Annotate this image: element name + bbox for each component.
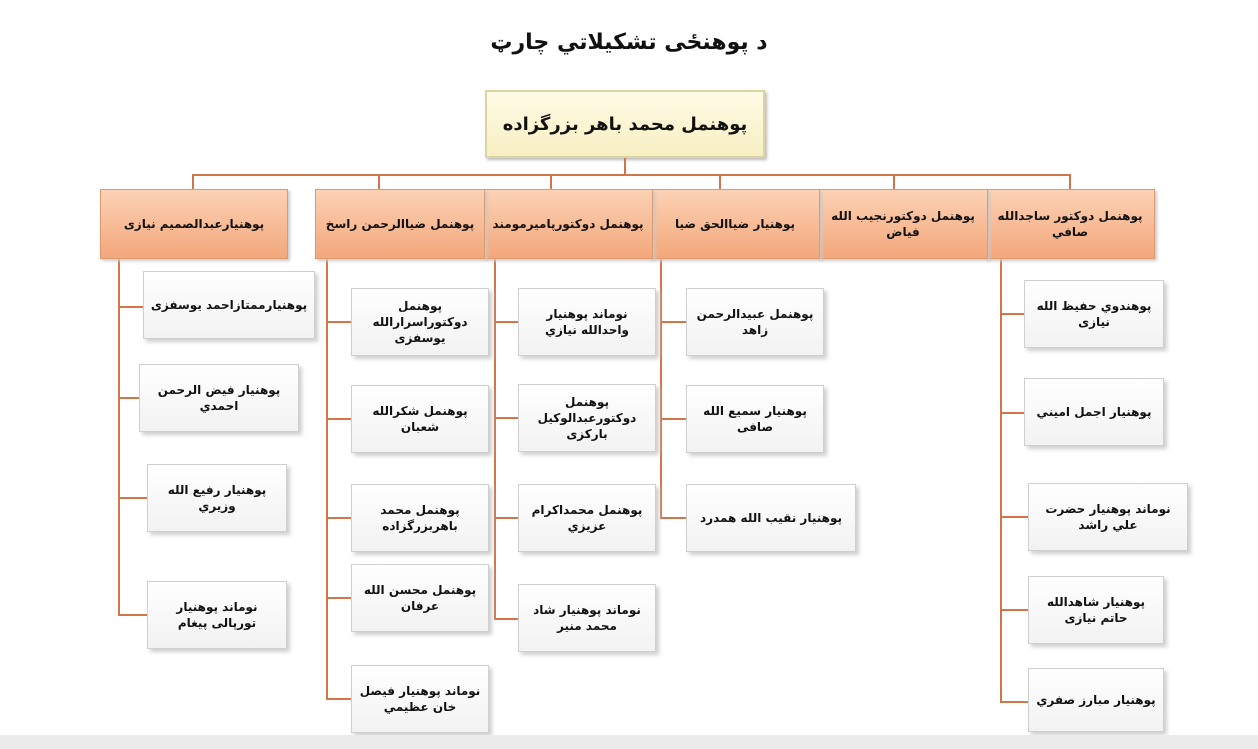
member-node: پوهنمل شکرالله شعبان [351, 385, 489, 453]
head-connector [192, 174, 194, 189]
footer-bar [0, 735, 1258, 749]
branch [1000, 701, 1028, 703]
trunk-5 [326, 259, 328, 700]
branch [326, 321, 351, 323]
branch [326, 597, 351, 599]
head-connector [378, 174, 380, 189]
member-node: پوهنيار رفيع الله وزيري [147, 464, 287, 532]
head-connector [719, 174, 721, 189]
member-node: نوماند پوهنيار فيصل خان عظيمي [351, 665, 489, 733]
trunk-3 [660, 259, 662, 519]
member-node: نوماند پوهنيار شاد محمد منير [518, 584, 656, 652]
member-node: پوهنمل دوکتورعبدالوکيل بارکزی [518, 384, 656, 452]
department-head: پوهنيارعبدالصميم نيازی [100, 189, 288, 259]
branch [118, 497, 147, 499]
member-node: پوهنمل محمداکرام عزيزي [518, 484, 656, 552]
member-node: پوهنمل دوکتوراسرارالله يوسفزی [351, 288, 489, 356]
head-connector [550, 174, 552, 189]
member-node: نوماند پوهنيار تورپالی پيغام [147, 581, 287, 649]
branch [1000, 412, 1024, 414]
head-connector [1069, 174, 1071, 189]
branch [494, 321, 518, 323]
branch [494, 417, 518, 419]
branch [118, 306, 143, 308]
department-head: پوهنيار ضياالحق ضيا [650, 189, 820, 259]
branch [1000, 609, 1028, 611]
department-head: پوهنمل دوکتورنجيب الله فياض [818, 189, 988, 259]
branch [660, 321, 686, 323]
horizontal-bus [192, 174, 1071, 176]
member-node: پوهنيار نقيب الله همدرد [686, 484, 856, 552]
head-connector [893, 174, 895, 189]
member-node: پوهنيار سميع الله صافی [686, 385, 824, 453]
member-node: پوهنمل محسن الله عرفان [351, 564, 489, 632]
branch [660, 517, 686, 519]
member-node: پوهنيار مبارز صفري [1028, 668, 1164, 732]
branch [326, 698, 351, 700]
member-node: پوهنمل محمد باهربزرگزاده [351, 484, 489, 552]
trunk-1 [1000, 259, 1002, 703]
branch [494, 517, 518, 519]
branch [660, 418, 686, 420]
branch [118, 397, 139, 399]
member-node: پوهندوي حفيظ الله نيازی [1024, 280, 1164, 348]
member-node: پوهنيار شاهدالله حاتم نيازی [1028, 576, 1164, 644]
branch [118, 614, 147, 616]
department-head: پوهنمل ضياالرحمن راسخ [315, 189, 485, 259]
department-head: پوهنمل دوکتورپاميرمومند [483, 189, 653, 259]
root-node: پوهنمل محمد باهر بزرگزاده [485, 90, 765, 158]
member-node: پوهنمل عبيدالرحمن زاهد [686, 288, 824, 356]
branch [326, 418, 351, 420]
branch [494, 618, 518, 620]
member-node: نوماند پوهنيار واحدالله نيازي [518, 288, 656, 356]
root-connector [624, 158, 626, 175]
trunk-4 [494, 259, 496, 620]
branch [326, 517, 351, 519]
trunk-6 [118, 259, 120, 616]
member-node: نوماند پوهنيار حضرت علي راشد [1028, 483, 1188, 551]
branch [1000, 516, 1028, 518]
branch [1000, 313, 1024, 315]
member-node: پوهنيار فيض الرحمن احمدي [139, 364, 299, 432]
member-node: پوهنيارممتازاحمد يوسفزی [143, 271, 315, 339]
department-head: پوهنمل دوکتور ساجدالله صافي [985, 189, 1155, 259]
chart-title: د پوهنځی تشکیلاتي چارټ [490, 30, 768, 55]
member-node: پوهنيار اجمل اميني [1024, 378, 1164, 446]
